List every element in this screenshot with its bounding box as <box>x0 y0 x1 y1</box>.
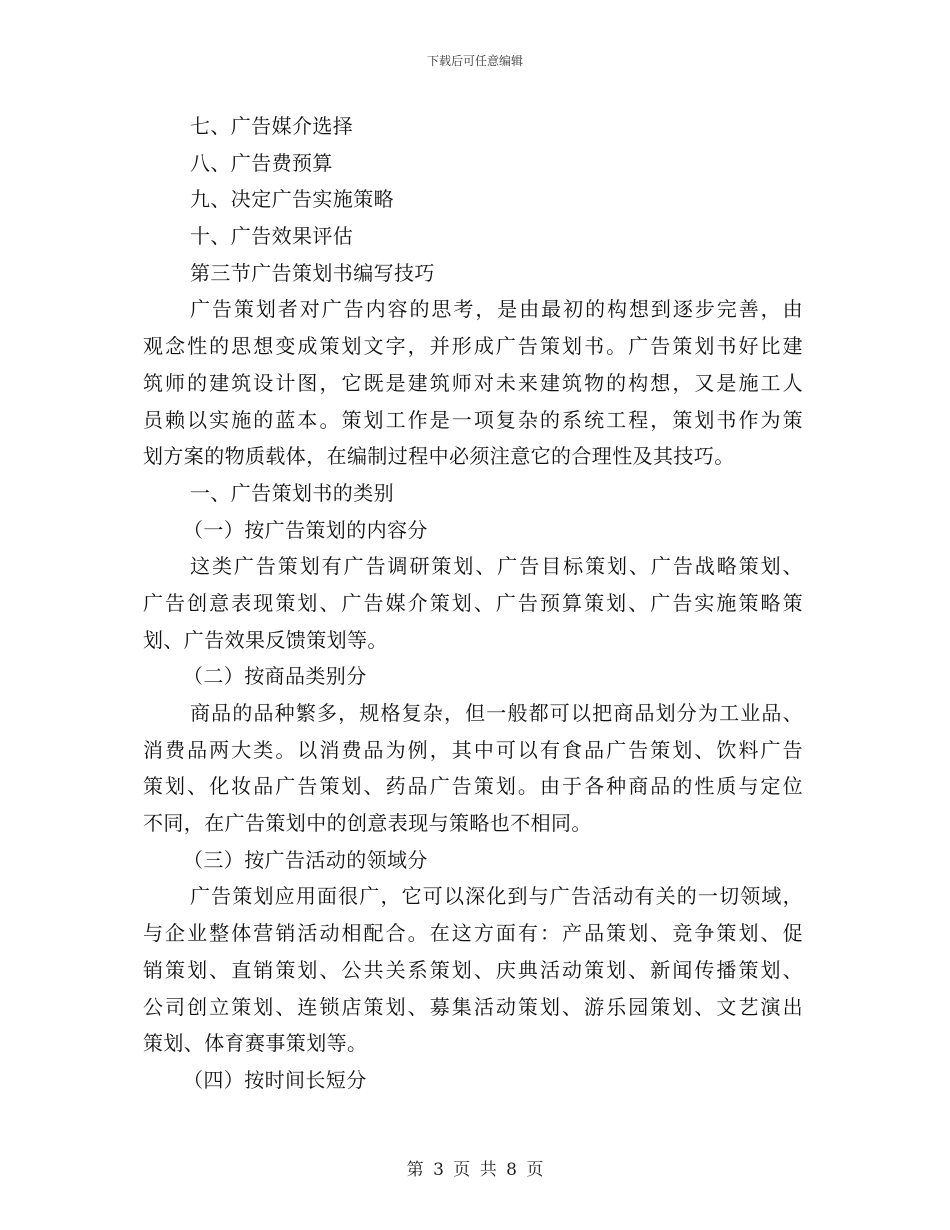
list-item: 八、广告费预算 <box>190 150 333 175</box>
section-heading: 第三节广告策划书编写技巧 <box>190 260 435 285</box>
list-item: 七、广告媒介选择 <box>190 114 354 138</box>
paragraph-line: 这类广告策划有广告调研策划、广告目标策划、广告战略策划、 <box>190 554 803 579</box>
paragraph-line: 商品的品种繁多，规格复杂，但一般都可以把商品划分为工业品、 <box>190 701 803 725</box>
paragraph-line: 广告策划者对广告内容的思考，是由最初的构想到逐步完善，由 <box>190 297 803 322</box>
subheading: （一）按广告策划的内容分 <box>183 517 428 542</box>
paragraph-line: 公司创立策划、连锁店策划、募集活动策划、游乐园策划、文艺演出 <box>143 994 803 1019</box>
paragraph-line: 消费品两大类。以消费品为例，其中可以有食品广告策划、饮料广告 <box>143 737 803 762</box>
paragraph-line: 广告策划应用面很广，它可以深化到与广告活动有关的一切领域， <box>190 884 803 909</box>
list-item: 九、决定广告实施策略 <box>190 187 394 212</box>
page-footer: 第 3 页 共 8 页 <box>406 1160 544 1180</box>
paragraph-line: 与企业整体营销活动相配合。在这方面有：产品策划、竞争策划、促 <box>143 921 803 946</box>
paragraph-line: 策划、体育赛事策划等。 <box>143 1031 368 1056</box>
paragraph-line: 销策划、直销策划、公共关系策划、庆典活动策划、新闻传播策划、 <box>143 957 803 982</box>
paragraph-line: 广告创意表现策划、广告媒介策划、广告预算策划、广告实施策略策 <box>143 590 803 615</box>
subheading: （三）按广告活动的领域分 <box>183 847 428 872</box>
paragraph-line: 划、广告效果反馈策划等。 <box>143 627 388 652</box>
subheading: （四）按时间长短分 <box>183 1067 367 1092</box>
paragraph-line: 观念性的思想变成策划文字，并形成广告策划书。广告策划书好比建 <box>143 334 803 359</box>
paragraph-line: 不同，在广告策划中的创意表现与策略也不相同。 <box>143 811 592 836</box>
paragraph-line: 策划、化妆品广告策划、药品广告策划。由于各种商品的性质与定位 <box>143 774 803 799</box>
paragraph-line: 筑师的建筑设计图，它既是建筑师对未来建筑物的构想，又是施工人 <box>143 370 803 395</box>
paragraph-line: 员赖以实施的蓝本。策划工作是一项复杂的系统工程，策划书作为策 <box>143 407 803 432</box>
document-body <box>143 108 803 1099</box>
list-item: 十、广告效果评估 <box>190 224 354 249</box>
paragraph-line: 划方案的物质载体，在编制过程中必须注意它的合理性及其技巧。 <box>143 444 735 469</box>
page-header: 下载后可任意编辑 <box>426 54 523 68</box>
subheading: 一、广告策划书的类别 <box>190 480 394 505</box>
subheading: （二）按商品类别分 <box>183 664 367 689</box>
